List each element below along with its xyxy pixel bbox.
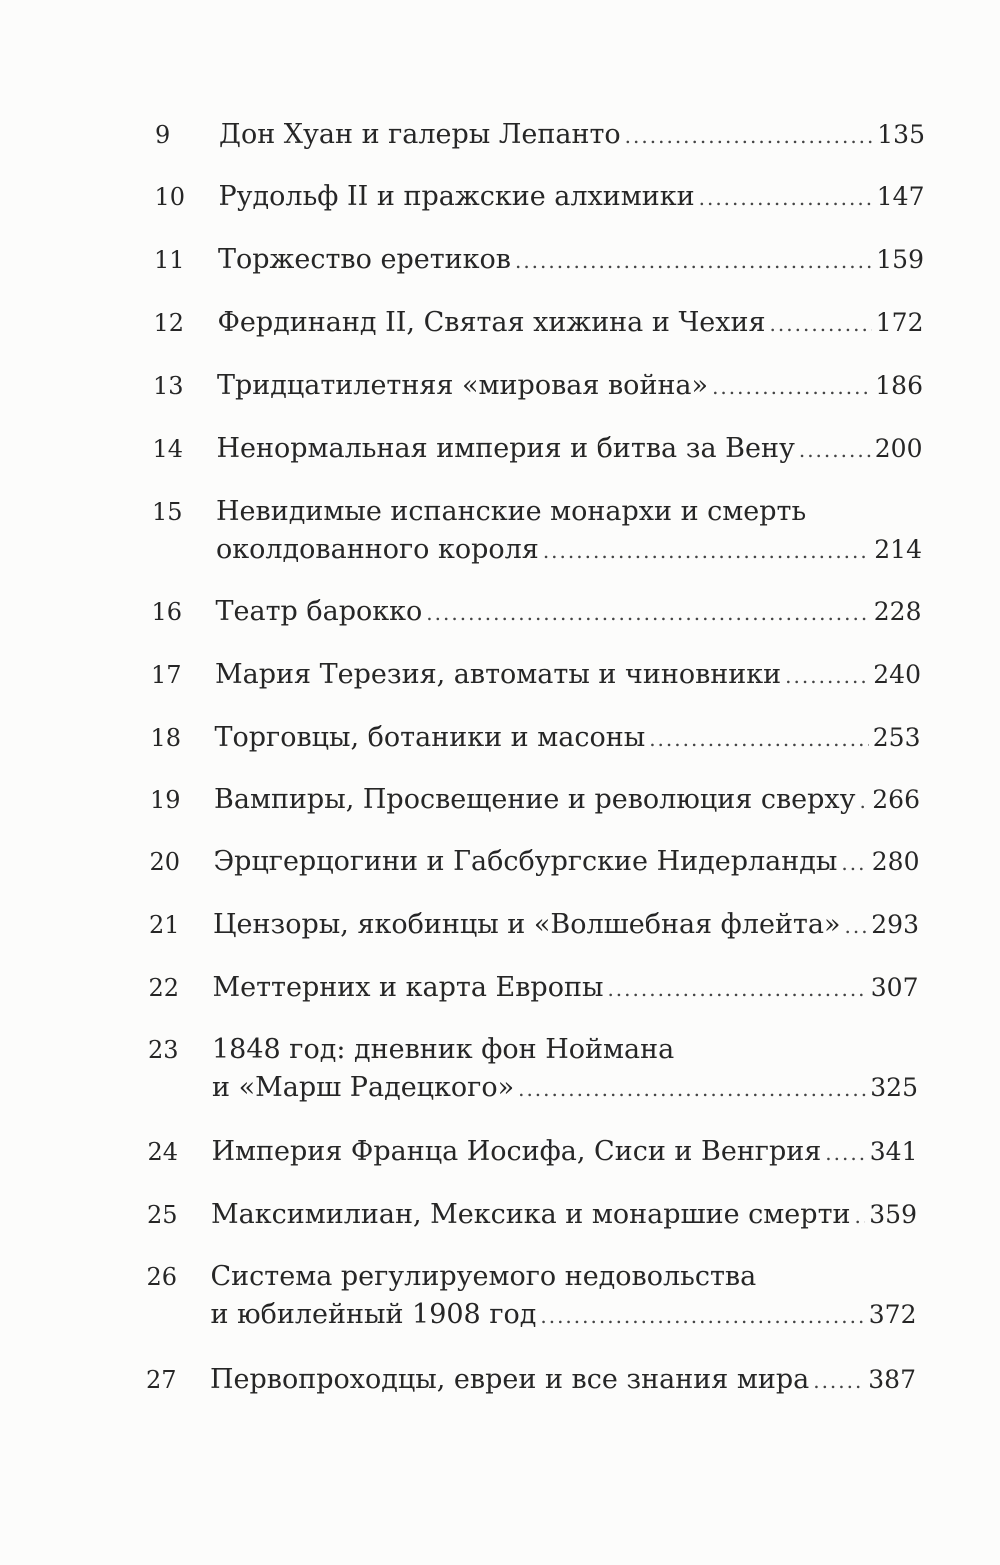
page-number: 341 [869, 1137, 918, 1166]
dot-leader [785, 657, 869, 695]
chapter-number: 11 [154, 246, 185, 274]
page-number: 253 [872, 723, 921, 752]
chapter-title: Невидимые испанские монархи и смерть [216, 496, 807, 527]
toc-entry[interactable] [154, 304, 924, 343]
page-number: 307 [870, 973, 919, 1002]
dot-leader [518, 1070, 866, 1108]
chapter-title: и юбилейный 1908 год [210, 1299, 537, 1330]
chapter-title: Первопроходцы, евреи и все знания мира [210, 1364, 810, 1395]
chapter-number: 25 [147, 1201, 178, 1229]
dot-leader [515, 242, 872, 280]
chapter-title: Тридцатилетняя «мировая война» [217, 370, 709, 401]
dot-leader [860, 782, 869, 820]
page-number: 200 [874, 434, 923, 463]
chapter-number: 19 [150, 786, 181, 814]
chapter-number: 27 [146, 1366, 177, 1394]
chapter-title: Рудольф II и пражские алхимики [218, 181, 695, 212]
chapter-number: 20 [149, 848, 181, 876]
chapter-title: Дон Хуан и галеры Лепанто [219, 119, 621, 150]
dot-leader [855, 1197, 866, 1235]
toc-entry[interactable] [146, 1361, 916, 1400]
dot-leader [625, 117, 874, 155]
chapter-number: 23 [148, 1036, 179, 1064]
chapter-title: околдованного короля [216, 534, 539, 565]
dot-leader [543, 532, 870, 570]
chapter-number: 15 [152, 498, 183, 526]
toc-entry[interactable] [148, 1133, 918, 1172]
toc-entry[interactable] [151, 656, 921, 695]
dot-leader [825, 1134, 866, 1172]
page-number: 387 [868, 1365, 916, 1394]
dot-leader [799, 431, 871, 469]
page-number: 159 [876, 245, 924, 274]
chapter-number: 26 [146, 1263, 178, 1291]
chapter-number: 18 [150, 724, 182, 752]
page-number: 372 [868, 1300, 917, 1329]
chapter-number: 22 [148, 974, 180, 1002]
toc-entry[interactable] [151, 719, 921, 758]
dot-leader [770, 305, 872, 343]
chapter-title: Цензоры, якобинцы и «Волшебная флейта» [213, 909, 841, 940]
chapter-title: Система регулируемого недовольства [210, 1261, 757, 1292]
chapter-title: Театр барокко [215, 596, 423, 627]
toc-entry[interactable] [150, 843, 920, 882]
toc-entry[interactable] [147, 1196, 917, 1235]
dot-leader [649, 720, 869, 758]
chapter-title: Эрцгерцогини и Габсбургские Нидерланды [213, 846, 838, 877]
toc-entry[interactable] [154, 241, 924, 280]
dot-leader [699, 179, 873, 217]
toc-entry[interactable] [152, 493, 922, 570]
chapter-number: 13 [153, 372, 184, 400]
toc-entry[interactable] [152, 593, 922, 632]
page-number: 214 [874, 535, 922, 564]
chapter-number: 24 [147, 1138, 179, 1166]
page-number: 186 [875, 371, 923, 400]
chapter-title: Торжество еретиков [218, 244, 511, 275]
chapter-title: Максимилиан, Мексика и монаршие смерти [211, 1199, 851, 1230]
toc-entry[interactable] [153, 430, 923, 469]
toc-entry[interactable] [148, 1031, 918, 1108]
chapter-number: 12 [153, 309, 185, 337]
dot-leader [607, 970, 866, 1008]
chapter-number: 14 [152, 435, 184, 463]
dot-leader [426, 594, 869, 632]
toc-entry[interactable] [147, 1258, 917, 1335]
page-number: 147 [876, 182, 925, 211]
page-number: 228 [873, 597, 922, 626]
toc-entry[interactable] [155, 116, 925, 155]
chapter-title: Ненормальная империя и битва за Вену [216, 433, 795, 464]
page-number: 359 [869, 1200, 917, 1229]
chapter-title: Империя Франца Иосифа, Сиси и Венгрия [211, 1136, 822, 1167]
page-number: 266 [872, 785, 920, 814]
chapter-title: Фердинанд II, Святая хижина и Чехия [217, 307, 766, 338]
page-number: 135 [877, 120, 925, 149]
page-number: 240 [873, 660, 921, 689]
chapter-title: Торговцы, ботаники и масоны [214, 722, 646, 753]
dot-leader [712, 368, 871, 406]
chapter-title: и «Марш Радецкого» [212, 1072, 515, 1103]
toc-entry[interactable] [155, 178, 925, 217]
dot-leader [813, 1362, 864, 1400]
page-number: 172 [875, 308, 924, 337]
toc-entry[interactable] [149, 906, 919, 945]
chapter-number: 9 [155, 121, 171, 149]
chapter-number: 17 [151, 661, 182, 689]
page-number: 280 [871, 847, 920, 876]
dot-leader [845, 907, 868, 945]
toc-entry[interactable] [150, 781, 920, 820]
chapter-title: Вампиры, Просвещение и революция сверху [214, 784, 856, 815]
dot-leader [540, 1297, 864, 1335]
chapter-title: Меттерних и карта Европы [212, 972, 604, 1003]
chapter-number: 21 [149, 911, 180, 939]
chapter-title: Мария Терезия, автоматы и чиновники [215, 659, 782, 690]
toc-entry[interactable] [153, 367, 923, 406]
toc-entry[interactable] [149, 969, 919, 1008]
chapter-title: 1848 год: дневник фон Ноймана [212, 1034, 675, 1065]
page-number: 325 [870, 1073, 918, 1102]
dot-leader [841, 844, 867, 882]
page-number: 293 [871, 910, 919, 939]
chapter-number: 10 [154, 183, 186, 211]
chapter-number: 16 [151, 598, 183, 626]
